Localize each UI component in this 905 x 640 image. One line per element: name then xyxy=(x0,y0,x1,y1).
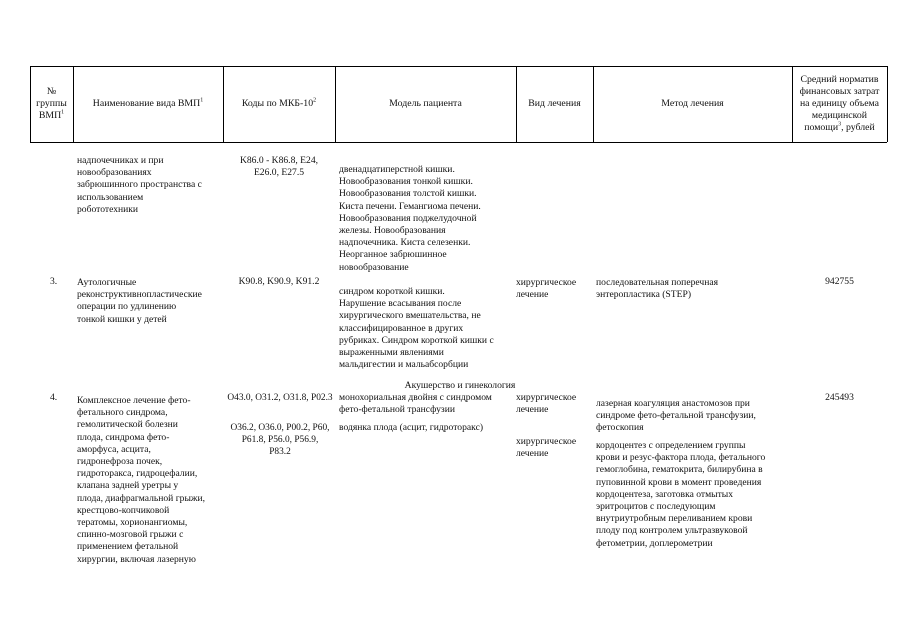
row4-treatment-type-b: хирургическое лечение xyxy=(516,436,577,460)
header-treatment-type: Вид лечения xyxy=(528,98,581,109)
row3-cost: 942755 xyxy=(825,276,854,287)
row3-codes: K90.8, K90.9, K91.2 xyxy=(238,276,320,287)
header-divider xyxy=(887,66,888,142)
row4-treatment-method-a: лазерная коагуляция анастомозов при синдроме фето-фетальной трансфузии, фетоскопия xyxy=(596,398,756,434)
header-bottom-border xyxy=(30,142,887,143)
row3-name: Аутологичные реконструктивнопластические операции по удлинению тонкой кишки у детей xyxy=(77,277,202,325)
row3-number: 3. xyxy=(50,276,58,287)
header-vmp-name: Наименование вида ВМП$^1$ xyxy=(92,97,204,109)
row4-treatment-method-b: кордоцентез с определением группы крови и резус-фактора плода, фетального гемоглобина, гематокрита, билирубина в пуповинной крови в момент проведения кордоцентеза, заготовка отмытых эритроцитов с последующим внутриутробным переливанием крови плоду под контролем ультразвуковой фетометрии, доплерометрии xyxy=(596,440,766,549)
row4-name: Комплексное лечение фето- фетального синдрома, гемолитической болезни плода, синдрома фето- аморфуса, асцита, гидронефроза почек, гидроторакса, гидроцефалии, клапана задней уретры у плода, диафрагмальной грыжи, крестцово-копчиковой тератомы, хорионангиомы, спинно-мозговой грыжи с применением фетальной хирургии, включая лазерную xyxy=(77,395,206,565)
continuation-codes: K86.0 - K86.8, E24, E26.0, E27.5 xyxy=(239,155,319,179)
row4-model-a: монохориальная двойня с синдромом фето-фетальной трансфузии xyxy=(339,392,492,416)
row3-treatment-type: хирургическое лечение xyxy=(516,277,577,301)
row4-codes-b: O36.2, O36.0, P00.2, P60, P61.8, P56.0, P56.9, P83.2 xyxy=(230,423,330,458)
row4-model-b: водянка плода (асцит, гидроторакс) xyxy=(339,422,484,433)
row3-treatment-method: последовательная поперечная энтеропластика (STEP) xyxy=(596,277,719,301)
header-average-cost: Средний норматив финансовых затрат на единицу объема медицинской помощи$^3$, рублей xyxy=(799,74,880,133)
row4-number: 4. xyxy=(50,392,58,403)
header-group-number: № группы ВМП$^1$ xyxy=(36,86,67,121)
header-treatment-method: Метод лечения xyxy=(661,98,724,109)
header-patient-model: Модель пациента xyxy=(389,98,462,109)
section-title: Акушерство и гинекология xyxy=(404,380,516,391)
row3-model: синдром короткой кишки. Нарушение всасывания после хирургического вмешательства, не классифицированное в других рубриках. Синдром короткой кишки с выраженными явлениями мальдигестии и мальабсорбции xyxy=(339,286,494,371)
continuation-model: двенадцатиперстной кишки. Новообразования тонкой кишки. Новообразования толстой кишки. Киста печени. Гемангиома печени. Новообразования поджелудочной железы. Новообразования надпочечника. Киста селезенки. Неорганное забрюшинное новообразование xyxy=(339,164,481,273)
continuation-name: надпочечниках и при новообразованиях забрюшинного пространства с использованием робототехники xyxy=(77,155,202,215)
header-icd-codes: Коды по МКБ-$10^2$ xyxy=(241,97,317,109)
row4-codes-a: O43.0, O31.2, O31.8, P02.3 xyxy=(227,393,333,403)
row4-cost: 245493 xyxy=(825,392,854,403)
row4-treatment-type-a: хирургическое лечение xyxy=(516,392,577,416)
